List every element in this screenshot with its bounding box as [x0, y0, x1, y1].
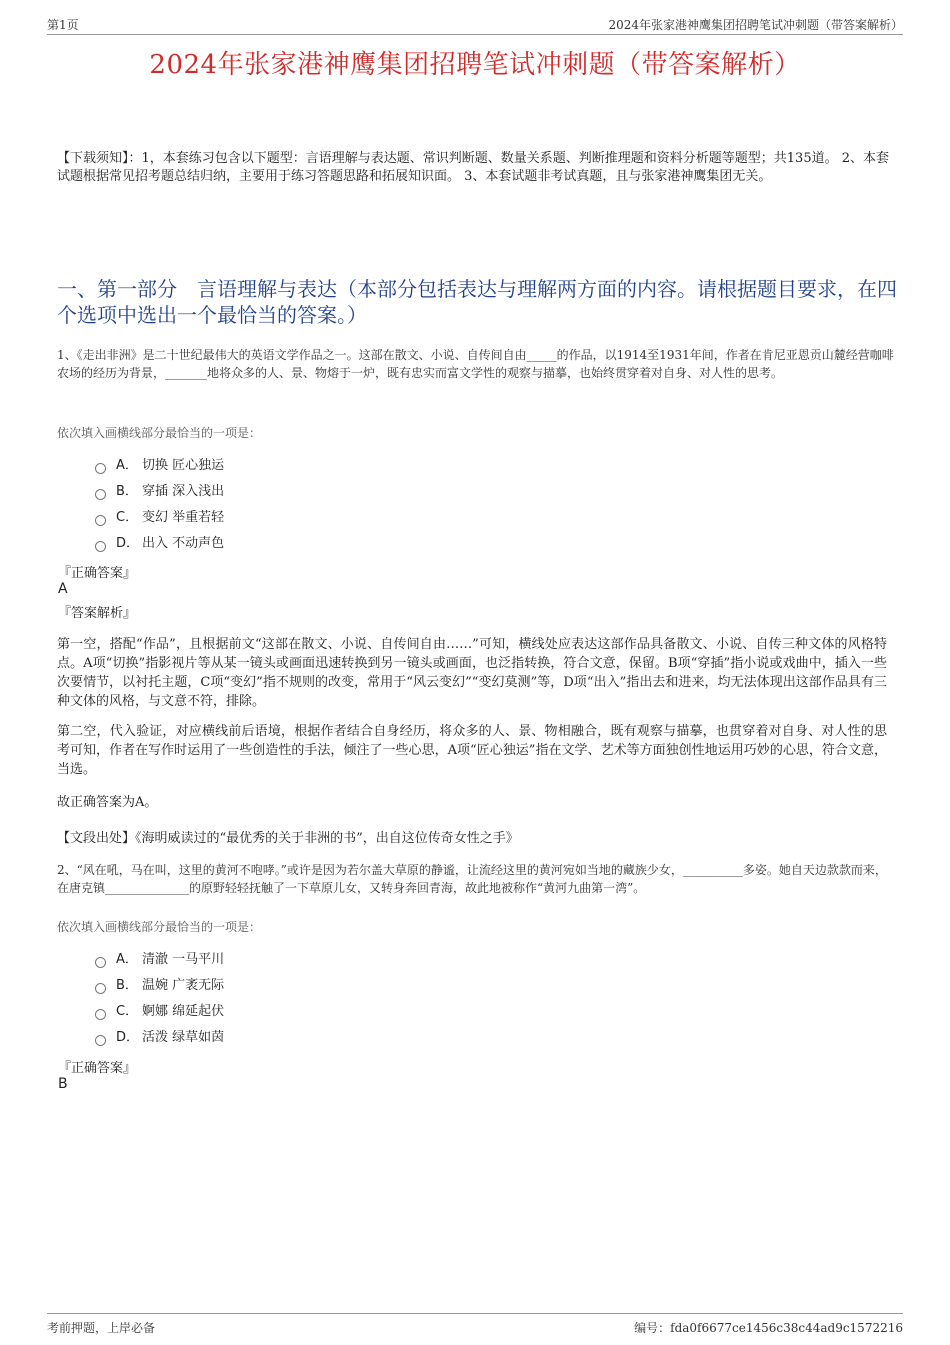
- analysis-label: 『答案解析』: [58, 606, 137, 621]
- radio-button-icon[interactable]: [95, 515, 106, 526]
- radio-button-icon[interactable]: [95, 541, 106, 552]
- document-serial-number: 编号：fda0f6677ce1456c38c44ad9c1572216: [634, 1321, 903, 1335]
- option-text: 变幻 举重若轻: [142, 510, 225, 525]
- option-text: 穿插 深入浅出: [142, 484, 225, 499]
- option-b[interactable]: [95, 479, 224, 505]
- option-a[interactable]: [95, 947, 224, 973]
- option-text: 清澈 一马平川: [142, 952, 225, 967]
- correct-answer-value: A: [58, 581, 68, 597]
- question-1-prompt: 依次填入画横线部分最恰当的一项是：: [57, 426, 262, 440]
- footer-slogan: 考前押题，上岸必备: [47, 1321, 156, 1335]
- radio-button-icon[interactable]: [95, 1009, 106, 1020]
- option-label: B．: [116, 978, 138, 993]
- question-2-options: [95, 947, 224, 1051]
- option-b[interactable]: [95, 973, 224, 999]
- option-label: A．: [116, 458, 138, 473]
- passage-source: 【文段出处】《海明威读过的“最优秀的关于非洲的书”，出自这位传奇女性之手》: [57, 831, 519, 846]
- option-a[interactable]: [95, 453, 224, 479]
- analysis-conclusion: 故正确答案为A。: [57, 795, 158, 810]
- analysis-paragraph-2: 第二空，代入验证，对应横线前后语境，根据作者结合自身经历，将众多的人、景、物相融合，既有观察与描摹，也贯穿着对自身、对人性的思考可知，作者在写作时运用了一些创造性的手法，倾注了一些心思，A项“匠心独运”指在文学、艺术等方面独创性地运用巧妙的心思，符合文意，当选。: [57, 724, 887, 777]
- section-title: 一、第一部分 言语理解与表达（本部分包括表达与理解两方面的内容。请根据题目要求，在四个选项中选出一个最恰当的答案。）: [57, 277, 897, 327]
- radio-button-icon[interactable]: [95, 489, 106, 500]
- option-label: C．: [116, 1004, 139, 1019]
- radio-button-icon[interactable]: [95, 983, 106, 994]
- option-label: A．: [116, 952, 138, 967]
- correct-answer-value: B: [58, 1076, 68, 1092]
- question-2-prompt: 依次填入画横线部分最恰当的一项是：: [57, 920, 262, 934]
- question-2-text: 2、“风在吼，马在叫，这里的黄河不咆哮。”或许是因为若尔盖大草原的静谧，让流经这里的黄河宛如当地的藏族少女，__________多姿。她自天边款款而来，在唐克镇______________的原野轻轻抚触了一下草原儿女，又转身奔回青海，故此地被称作“黄河九曲第一湾”。: [57, 863, 887, 895]
- page-header: [47, 16, 903, 35]
- option-c[interactable]: [95, 505, 224, 531]
- option-text: 切换 匠心独运: [142, 458, 225, 473]
- question-1-options: [95, 453, 224, 557]
- option-label: B．: [116, 484, 138, 499]
- option-text: 温婉 广袤无际: [142, 978, 225, 993]
- option-label: C．: [116, 510, 139, 525]
- document-title: 2024年张家港神鹰集团招聘笔试冲刺题（带答案解析）: [149, 50, 801, 80]
- option-text: 活泼 绿草如茵: [142, 1030, 225, 1045]
- correct-answer-label: 『正确答案』: [58, 566, 137, 581]
- page-footer: [47, 1313, 903, 1336]
- option-c[interactable]: [95, 999, 224, 1025]
- option-text: 出入 不动声色: [142, 536, 225, 551]
- option-text: 婀娜 绵延起伏: [142, 1004, 225, 1019]
- page-number: 第1页: [47, 18, 79, 32]
- download-notice: 【下载须知】：1，本套练习包含以下题型：言语理解与表达题、常识判断题、数量关系题、判断推理题和资料分析题等题型；共135道。 2、本套试题根据常见招考题总结归纳，主要用于练习答题思路和拓展知识面。 3、本套试题非考试真题，且与张家港神鹰集团无关。: [57, 151, 889, 184]
- option-label: D．: [116, 1030, 140, 1045]
- header-doc-title: 2024年张家港神鹰集团招聘笔试冲刺题（带答案解析）: [608, 18, 903, 32]
- analysis-paragraph-1: 第一空，搭配“作品”，且根据前文“这部在散文、小说、自传间自由……”可知，横线处应表达这部作品具备散文、小说、自传三种文体的风格特点。A项“切换”指影视片等从某一镜头或画面迅速转换到另一镜头或画面，也泛指转换，符合文意，保留。B项“穿插”指小说或戏曲中，插入一些次要情节，以衬托主题，C项“变幻”指不规则的改变，常用于“风云变幻”“变幻莫测”等，D项“出入”指出去和进来，均无法体现出这部作品具有三种文体的风格，与文意不符，排除。: [57, 637, 887, 709]
- option-d[interactable]: [95, 1025, 224, 1051]
- radio-button-icon[interactable]: [95, 1035, 106, 1046]
- option-label: D．: [116, 536, 140, 551]
- radio-button-icon[interactable]: [95, 463, 106, 474]
- radio-button-icon[interactable]: [95, 957, 106, 968]
- option-d[interactable]: [95, 531, 224, 557]
- question-1-text: 1、《走出非洲》是二十世纪最伟大的英语文学作品之一。这部在散文、小说、自传间自由_____的作品，以1914至1931年间，作者在肯尼亚恩贡山麓经营咖啡农场的经历为背景，_______地将众多的人、景、物熔于一炉，既有忠实而富文学性的观察与描摹，也始终贯穿着对自身、对人性的思考。: [57, 348, 894, 380]
- correct-answer-label: 『正确答案』: [58, 1061, 137, 1076]
